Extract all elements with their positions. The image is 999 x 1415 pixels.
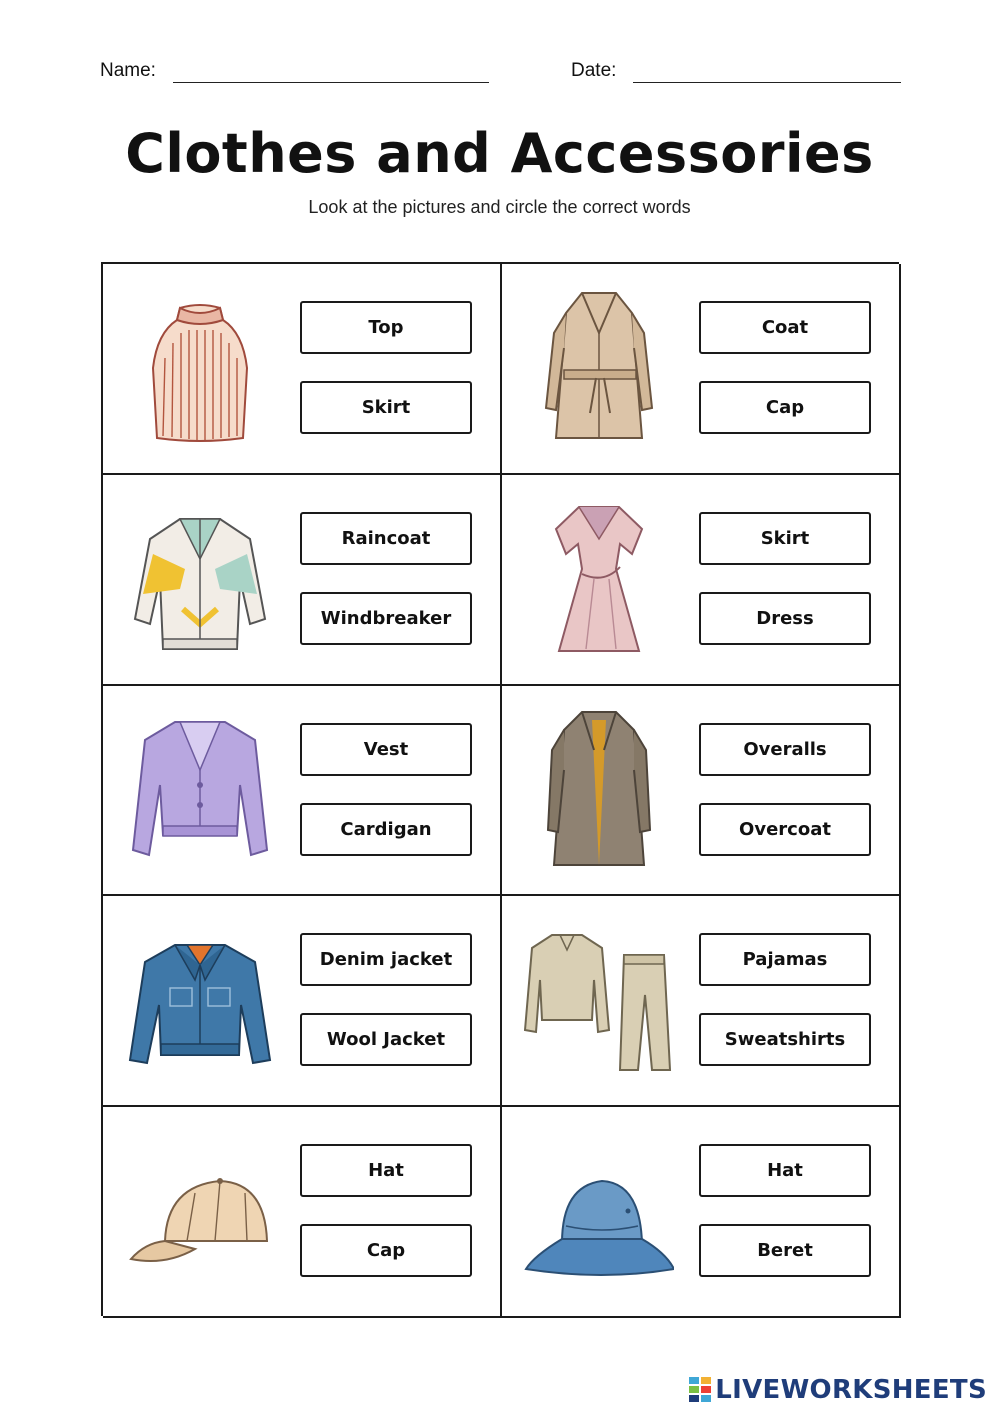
option-overcoat[interactable]: Overcoat bbox=[699, 803, 871, 856]
option-cap[interactable]: Cap bbox=[300, 1224, 472, 1277]
top-icon bbox=[125, 288, 275, 448]
name-label: Name: bbox=[100, 60, 156, 81]
option-denim-jacket[interactable]: Denim jacket bbox=[300, 933, 472, 986]
cardigan-icon bbox=[125, 710, 275, 870]
option-skirt[interactable]: Skirt bbox=[300, 381, 472, 434]
item-cell bbox=[103, 896, 502, 1107]
item-cell bbox=[103, 1107, 502, 1318]
brand-name: LIVEWORKSHEETS bbox=[715, 1375, 987, 1405]
option-sweatshirts[interactable]: Sweatshirts bbox=[699, 1013, 871, 1066]
page-title: Clothes and Accessories bbox=[125, 122, 874, 185]
option-top[interactable]: Top bbox=[300, 301, 472, 354]
option-raincoat[interactable]: Raincoat bbox=[300, 512, 472, 565]
dress-icon bbox=[524, 499, 674, 659]
liveworksheets-logo-icon bbox=[689, 1377, 711, 1403]
name-field[interactable] bbox=[173, 82, 489, 83]
option-cap[interactable]: Cap bbox=[699, 381, 871, 434]
worksheet-grid bbox=[101, 262, 899, 1316]
overcoat-icon bbox=[524, 710, 674, 870]
baseball-cap-icon bbox=[125, 1131, 275, 1291]
windbreaker-icon bbox=[125, 499, 275, 659]
pajamas-icon bbox=[524, 920, 674, 1080]
item-cell bbox=[502, 686, 901, 897]
option-coat[interactable]: Coat bbox=[699, 301, 871, 354]
option-dress[interactable]: Dress bbox=[699, 592, 871, 645]
denim-jacket-icon bbox=[125, 920, 275, 1080]
bucket-hat-icon bbox=[524, 1131, 674, 1291]
item-cell bbox=[103, 264, 502, 475]
item-cell bbox=[502, 264, 901, 475]
option-wool-jacket[interactable]: Wool Jacket bbox=[300, 1013, 472, 1066]
option-skirt[interactable]: Skirt bbox=[699, 512, 871, 565]
item-cell bbox=[502, 896, 901, 1107]
date-label: Date: bbox=[571, 60, 617, 81]
item-cell bbox=[502, 1107, 901, 1318]
coat-icon bbox=[524, 288, 674, 448]
date-field[interactable] bbox=[633, 82, 901, 83]
option-vest[interactable]: Vest bbox=[300, 723, 472, 776]
item-cell bbox=[502, 475, 901, 686]
option-pajamas[interactable]: Pajamas bbox=[699, 933, 871, 986]
brand-logo bbox=[689, 1375, 987, 1405]
option-hat[interactable]: Hat bbox=[300, 1144, 472, 1197]
item-cell bbox=[103, 475, 502, 686]
option-cardigan[interactable]: Cardigan bbox=[300, 803, 472, 856]
item-cell bbox=[103, 686, 502, 897]
option-overalls[interactable]: Overalls bbox=[699, 723, 871, 776]
option-hat[interactable]: Hat bbox=[699, 1144, 871, 1197]
instructions: Look at the pictures and circle the correct words bbox=[308, 197, 691, 217]
option-beret[interactable]: Beret bbox=[699, 1224, 871, 1277]
option-windbreaker[interactable]: Windbreaker bbox=[300, 592, 472, 645]
